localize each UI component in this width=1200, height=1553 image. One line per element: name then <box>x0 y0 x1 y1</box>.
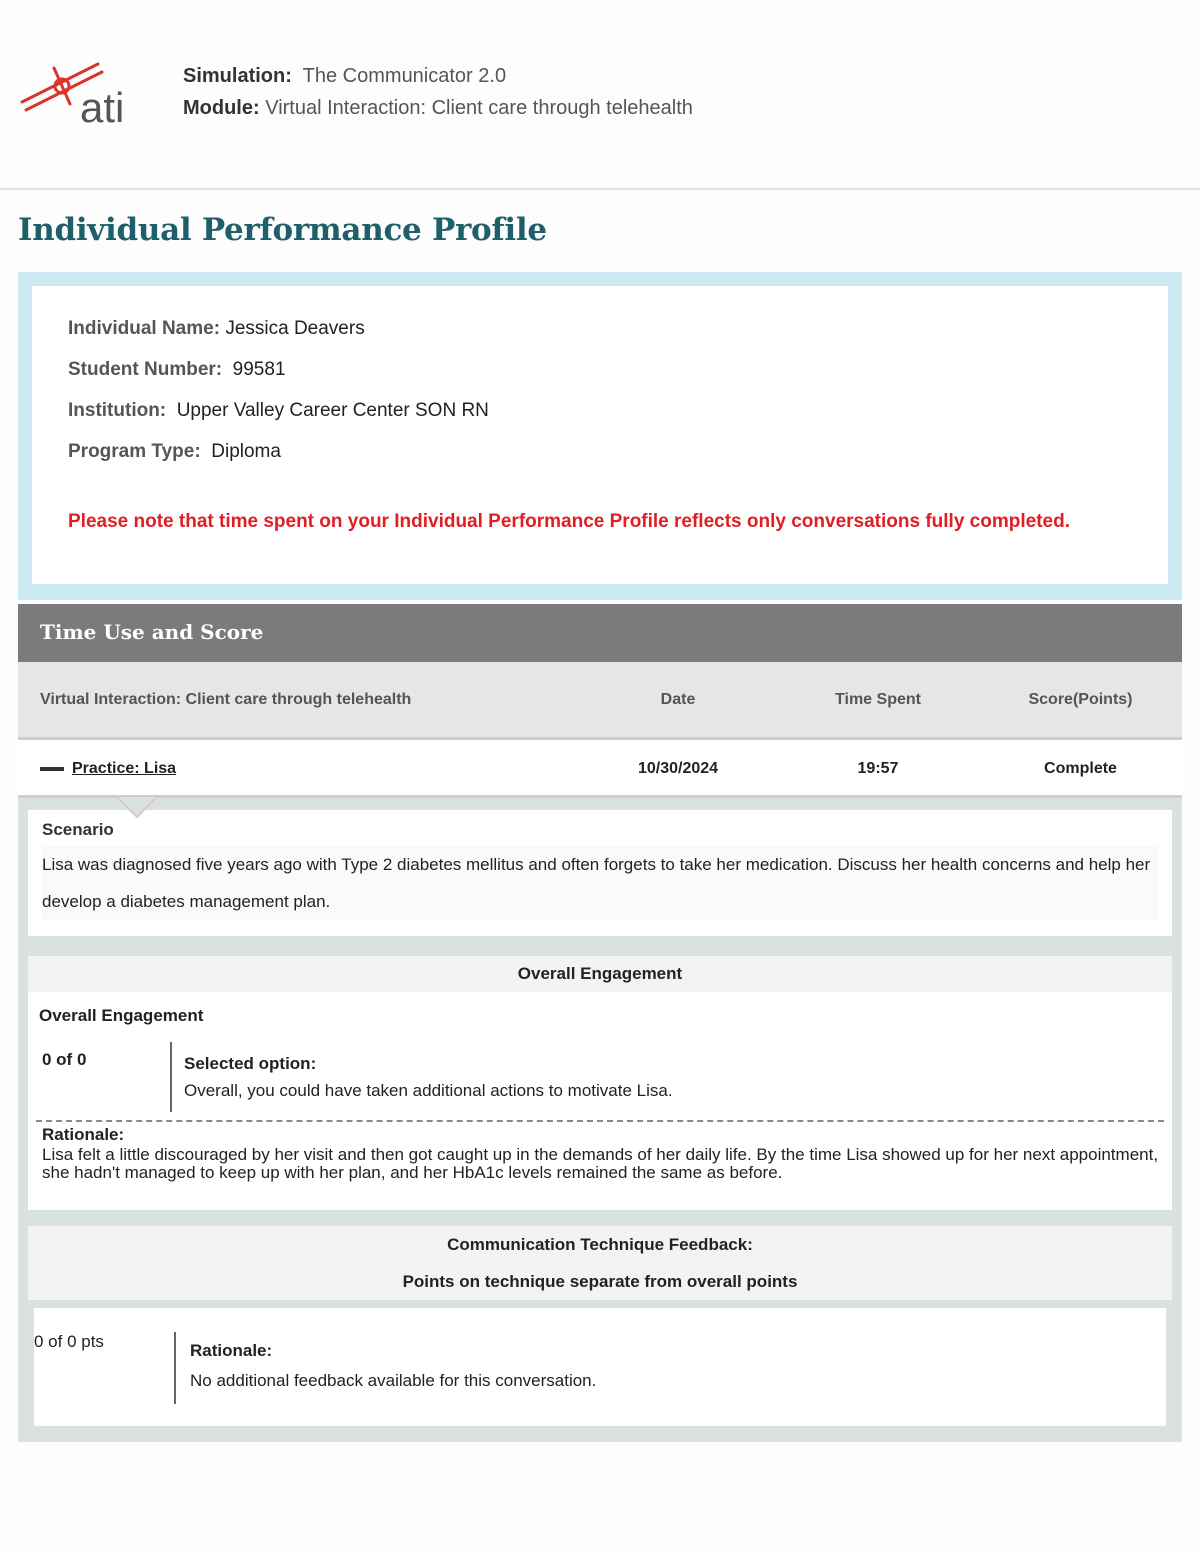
engagement-title: Overall Engagement <box>39 1006 204 1025</box>
time-spent-note: Please note that time spent on your Individual Performance Profile reflects only conversations fully completed. <box>68 511 1070 532</box>
practice-link[interactable]: Practice: Lisa <box>72 760 177 777</box>
student-number-label: Student Number: <box>68 359 223 380</box>
selected-option <box>184 1050 673 1104</box>
table-row <box>18 740 1182 798</box>
technique-feedback-bar <box>28 1226 1172 1300</box>
engagement-rationale <box>42 1126 1162 1182</box>
overall-engagement-bar: Overall Engagement <box>28 956 1172 992</box>
document-header <box>0 0 1200 190</box>
divider <box>170 1042 172 1112</box>
column-header-time-spent: Time Spent <box>835 691 921 708</box>
engagement-rationale-label: Rationale: <box>42 1125 125 1144</box>
practice-link-cell[interactable] <box>40 740 176 798</box>
technique-feedback-panel <box>34 1308 1166 1426</box>
module-value: Virtual Interaction: Client care through telehealth <box>265 97 693 119</box>
name-row <box>68 308 1132 349</box>
selected-option-text: Overall, you could have taken additional actions to motivate Lisa. <box>184 1081 673 1100</box>
simulation-label: Simulation: <box>183 65 292 87</box>
table-column-headers <box>18 662 1182 740</box>
student-number-row <box>68 349 1132 390</box>
simulation-value: The Communicator 2.0 <box>302 65 507 87</box>
row-date: 10/30/2024 <box>637 760 719 777</box>
technique-rationale <box>190 1336 596 1396</box>
name-value: Jessica Deavers <box>225 318 365 339</box>
program-type-label: Program Type: <box>68 441 201 462</box>
technique-rationale-text: No additional feedback available for this conversation. <box>190 1371 597 1390</box>
ati-logo <box>18 58 138 128</box>
practice-detail-panel <box>18 798 1182 1442</box>
logo-text: ati <box>80 84 125 128</box>
time-use-header: Time Use and Score <box>18 604 1182 662</box>
module-line <box>183 92 693 124</box>
institution-row <box>68 390 1132 431</box>
column-header-date: Date <box>660 691 696 708</box>
scenario-text: Lisa was diagnosed five years ago with Type 2 diabetes mellitus and often forgets to take her medication. Discuss her health concerns and help her develop a diabetes management plan. <box>42 846 1158 920</box>
page-title: Individual Performance Profile <box>18 212 547 248</box>
program-type-row <box>68 431 1132 472</box>
scenario-panel <box>28 810 1172 936</box>
engagement-score: 0 of 0 <box>42 1050 87 1069</box>
row-time-spent: 19:57 <box>857 760 899 777</box>
institution-label: Institution: <box>68 400 167 421</box>
technique-subtitle: Points on technique separate from overall points <box>402 1272 798 1291</box>
caret-pointer-icon <box>118 797 156 819</box>
technique-score: 0 of 0 pts <box>34 1332 104 1351</box>
program-type-value: Diploma <box>211 441 281 462</box>
simulation-line <box>183 60 693 92</box>
dashed-divider <box>36 1120 1164 1122</box>
institution-value: Upper Valley Career Center SON RN <box>176 400 489 421</box>
collapse-icon[interactable] <box>40 767 64 771</box>
student-info-content <box>32 286 1168 584</box>
name-label: Individual Name: <box>68 318 221 339</box>
selected-option-label: Selected option: <box>184 1054 317 1073</box>
column-header-score: Score(Points) <box>1028 691 1133 708</box>
scenario-title: Scenario <box>42 820 114 839</box>
technique-rationale-label: Rationale: <box>190 1341 273 1360</box>
technique-title: Communication Technique Feedback: <box>447 1235 753 1254</box>
divider <box>174 1332 176 1404</box>
header-info <box>183 60 693 124</box>
student-number-value: 99581 <box>232 359 286 380</box>
row-score: Complete <box>1044 760 1117 777</box>
overall-engagement-panel <box>28 992 1172 1210</box>
module-label: Module: <box>183 97 260 119</box>
engagement-rationale-text: Lisa felt a little discouraged by her visit and then got caught up in the demands of her daily life. By the time Lisa showed up for her next appointment, she hadn't managed to keep up with her plan, and her HbA1c levels remained the same as before. <box>42 1145 1159 1182</box>
student-info-box <box>18 272 1182 600</box>
column-header-interaction: Virtual Interaction: Client care through telehealth <box>40 691 412 708</box>
